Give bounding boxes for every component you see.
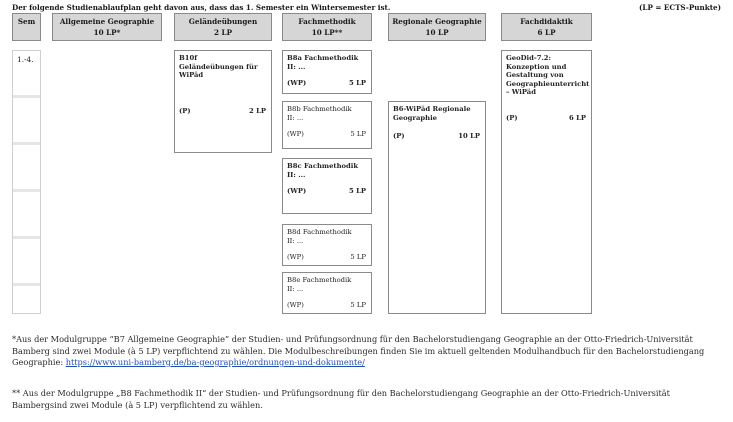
header-sem xyxy=(12,13,41,41)
module-line2: II: ... xyxy=(287,113,304,122)
header-title: Sem xyxy=(17,17,36,26)
module-type: (WP) xyxy=(287,253,304,261)
module-credits-row xyxy=(287,79,366,88)
module-credits-row xyxy=(506,114,586,123)
module-name: B8c Fachmethodik xyxy=(287,162,359,170)
footnote-text: ** Aus der Modulgruppe „B8 Fachmethodik II“ der Studien- und Prüfungsordnung für den Bachelorstudiengang Geographie an der Otto-Friedrich-Universität Bambergsind zwei Module (à 5 LP) verpflichtend zu wählen. xyxy=(12,388,670,410)
module-lp: 5 LP xyxy=(350,301,366,309)
module-name: B8b Fachmethodik xyxy=(287,105,352,113)
module-b8e-box xyxy=(282,272,372,314)
modulhandbuch-link[interactable]: https://www.uni-bamberg.de/ba-geographie/ordnungen-und-dokumente/ xyxy=(65,357,365,367)
module-type: (WP) xyxy=(287,187,307,195)
header-title: Allgemeine Geographie xyxy=(59,17,155,26)
module-name: B8a Fachmethodik xyxy=(287,54,359,62)
module-type: (P) xyxy=(393,132,405,140)
header-fachdidaktik xyxy=(501,13,592,41)
module-lp: 5 LP xyxy=(349,187,366,195)
module-credits-row xyxy=(287,253,366,262)
module-b8b-box xyxy=(282,101,372,149)
header-lp: 10 LP* xyxy=(93,28,121,37)
module-line2: II: ... xyxy=(287,284,304,293)
module-credits-row xyxy=(179,107,266,116)
footnote-fachmethodik xyxy=(12,388,724,411)
module-type: (WP) xyxy=(287,79,307,87)
footnote-allgemeine-geographie xyxy=(12,334,724,369)
module-name: B8e Fachmethodik xyxy=(287,276,352,284)
module-lp: 5 LP xyxy=(350,130,366,138)
header-lp: 6 LP xyxy=(537,28,556,37)
module-credits-row xyxy=(393,132,480,141)
header-fachmethodik xyxy=(282,13,372,41)
footnote-text: *Aus der Modulgruppe “B7 Allgemeine Geographie” der Studien- und Prüfungsordnung für den Bachelorstudiengang Geographie an der Otto-Friedrich-Universität Bamberg sind zwei Module (à 5 LP) verpflichtend zu wählen. Die Modulbeschreibungen finden Sie im aktuell geltenden Modulhandbuch für den Bachelorstudiengang Geographie: xyxy=(12,334,705,367)
intro-text: Der folgende Studienablaufplan geht davon aus, dass das 1. Semester ein Wintersemester ist. xyxy=(12,3,391,12)
module-type: (WP) xyxy=(287,130,304,138)
module-line2: II: ... xyxy=(287,236,304,245)
module-b6-regional-box xyxy=(388,101,486,314)
module-name: GeoDid-7.2: Konzeption und Gestaltung von Geographieunterricht – WiPäd xyxy=(506,54,590,97)
module-lp: 6 LP xyxy=(569,114,586,122)
module-lp: 5 LP xyxy=(350,253,366,261)
module-credits-row xyxy=(287,301,366,310)
module-line2: II: ... xyxy=(287,170,306,179)
semester-column xyxy=(12,50,41,314)
module-geodid-box xyxy=(501,50,592,314)
header-lp: 2 LP xyxy=(214,28,232,37)
header-title: Geländeübungen xyxy=(188,17,258,26)
module-lp: 10 LP xyxy=(458,132,480,140)
module-b8a-box xyxy=(282,50,372,94)
module-type: (WP) xyxy=(287,301,304,309)
header-gelaendeuebungen xyxy=(174,13,272,41)
module-type: (P) xyxy=(506,114,518,122)
module-lp: 5 LP xyxy=(349,79,366,87)
module-b8d-box xyxy=(282,224,372,266)
module-b8c-box xyxy=(282,158,372,214)
module-type: (P) xyxy=(179,107,191,115)
module-name: Geländeübungen für WiPäd xyxy=(179,62,258,80)
module-credits-row xyxy=(287,130,366,139)
header-title: Fachdidaktik xyxy=(520,17,573,26)
header-lp: 10 LP** xyxy=(311,28,343,37)
module-name: B8d Fachmethodik xyxy=(287,228,352,236)
header-title: Fachmethodik xyxy=(298,17,356,26)
lp-note: (LP = ECTS-Punkte) xyxy=(638,3,721,12)
semester-label: 1.-4. xyxy=(17,55,34,64)
module-credits-row xyxy=(287,187,366,196)
module-line2: II: ... xyxy=(287,62,306,71)
module-code: B10f xyxy=(179,54,198,62)
module-lp: 2 LP xyxy=(249,107,266,115)
module-b10f-box xyxy=(174,50,272,153)
header-lp: 10 LP xyxy=(425,28,449,37)
header-allgemeine-geographie xyxy=(52,13,162,41)
header-regionale-geographie xyxy=(388,13,486,41)
header-title: Regionale Geographie xyxy=(392,17,482,26)
module-name: B6-WiPäd Regionale Geographie xyxy=(393,105,471,122)
